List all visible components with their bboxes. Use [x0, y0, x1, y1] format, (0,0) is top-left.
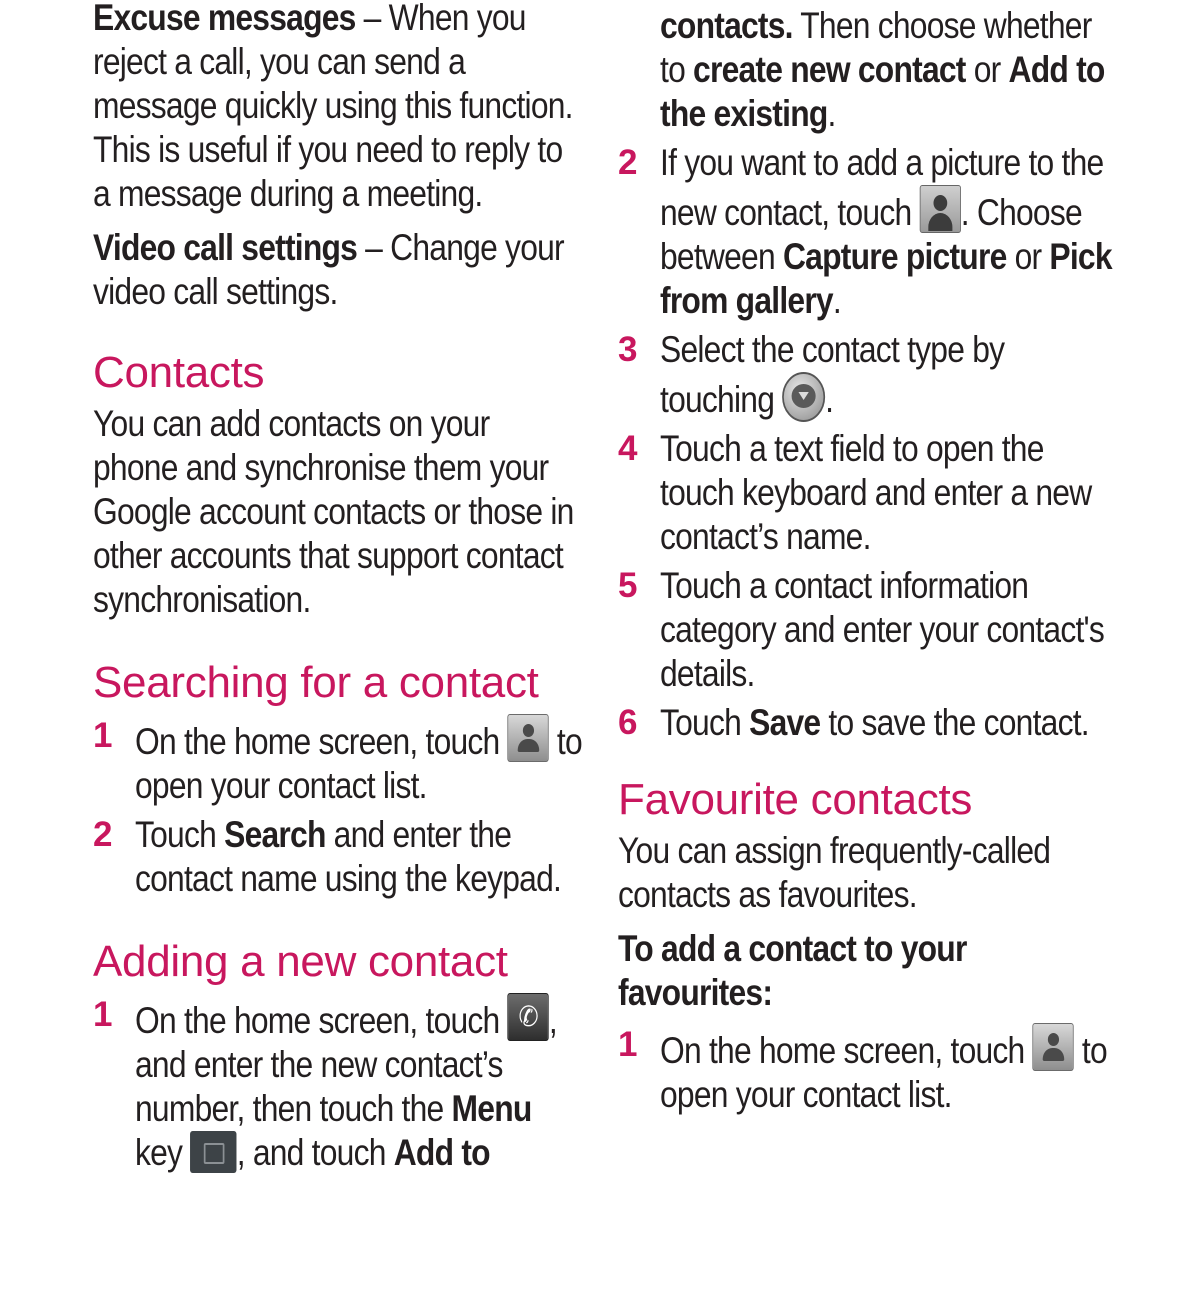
add-step-2 — [618, 141, 1118, 323]
step-text-a: If you want to add a picture to the new contact, touch — [660, 142, 1104, 233]
step-text-a: Select the contact type by touching — [660, 329, 1005, 420]
step-number: 4 — [618, 429, 638, 468]
search-label: Search — [224, 814, 326, 855]
add-to-label: Add to — [393, 1132, 490, 1173]
step-text-c: or — [1006, 236, 1050, 277]
step-text — [135, 993, 582, 1175]
to-add-heading: To add a contact to your favourites: — [618, 928, 967, 1013]
step-text-a: Then choose whether to — [660, 5, 1092, 90]
step-text: Touch a text field to open the touch keyboard and enter a new contact’s name. — [660, 428, 1092, 557]
step-text-b: . Choose between — [660, 192, 1082, 277]
step-number: 2 — [618, 143, 638, 182]
step-text-b: or — [965, 49, 1009, 90]
contact-picture-icon[interactable] — [919, 185, 960, 233]
searching-heading: Searching for a contact — [93, 658, 539, 707]
pick-from-gallery-label: Pick from gallery — [660, 236, 1112, 321]
step-text-b: and enter the contact name using the keypad. — [135, 814, 562, 899]
step-text — [135, 714, 582, 808]
dropdown-icon[interactable] — [782, 372, 825, 422]
create-new-contact-label: create new contact — [693, 49, 966, 90]
contacts-paragraph: You can add contacts on your phone and synchronise them your Google account contacts or those in other accounts that support contact synchronisation. — [93, 403, 574, 620]
step-text — [135, 813, 582, 901]
step-text-a: Touch — [660, 702, 750, 743]
video-call-label: Video call settings — [93, 227, 358, 268]
step-text — [660, 701, 1117, 745]
step-text-c: . — [827, 93, 836, 134]
video-call-paragraph — [93, 226, 582, 314]
phone-icon[interactable]: ✆ — [508, 993, 549, 1041]
step-text-b: to open your contact list. — [135, 721, 582, 806]
step-number: 1 — [93, 716, 113, 755]
step-text-a: Touch — [135, 814, 225, 855]
add-step-3 — [618, 328, 1118, 422]
search-step-2 — [93, 813, 583, 901]
contacts-label: contacts. — [660, 5, 793, 46]
add-step-1 — [93, 993, 583, 1175]
step-number: 1 — [93, 995, 113, 1034]
left-column — [93, 0, 583, 1175]
add-step-4 — [618, 427, 1118, 559]
contacts-heading: Contacts — [93, 348, 265, 397]
search-step-1 — [93, 714, 583, 808]
add-step-6 — [618, 701, 1118, 745]
step-text — [660, 141, 1117, 323]
step-text-d: , and touch — [236, 1132, 394, 1173]
favourite-heading: Favourite contacts — [618, 775, 973, 824]
save-label: Save — [749, 702, 821, 743]
menu-key-icon[interactable] — [190, 1131, 236, 1173]
step-number: 5 — [618, 566, 638, 605]
step-text: Touch a contact information category and enter your contact's details. — [660, 565, 1104, 694]
fav-step-1 — [618, 1023, 1118, 1117]
step-number: 2 — [93, 815, 113, 854]
step-text-a: On the home screen, touch — [660, 1030, 1033, 1071]
step-text-b: , and enter the new contact’s number, then touch the — [135, 1000, 557, 1129]
step-text — [660, 328, 1117, 422]
step-text-b: . — [825, 379, 834, 420]
add-to-existing-label: Add to the existing — [660, 49, 1105, 134]
step-text-d: . — [832, 280, 841, 321]
favourite-paragraph: You can assign frequently-called contacts as favourites. — [618, 830, 1051, 915]
step-number: 6 — [618, 703, 638, 742]
add-step-1-continued — [618, 4, 1118, 136]
excuse-messages-paragraph — [93, 0, 582, 216]
video-call-text: – Change your video call settings. — [93, 227, 564, 312]
step-number: 3 — [618, 330, 638, 369]
step-text-b: to save the contact. — [820, 702, 1089, 743]
step-text-a: On the home screen, touch — [135, 721, 508, 762]
step-number: 1 — [618, 1025, 638, 1064]
excuse-messages-text: – When you reject a call, you can send a message quickly using this function. This is useful if you need to reply to a message during a meeting. — [93, 0, 573, 214]
step-text-a: On the home screen, touch — [135, 1000, 508, 1041]
add-step-5 — [618, 564, 1118, 696]
step-text — [660, 4, 1117, 136]
step-text-c: key — [135, 1132, 191, 1173]
menu-label: Menu — [451, 1088, 532, 1129]
contacts-icon[interactable] — [508, 714, 549, 762]
excuse-messages-label: Excuse messages — [93, 0, 356, 38]
adding-heading: Adding a new contact — [93, 937, 508, 986]
contacts-icon[interactable] — [1033, 1023, 1074, 1071]
right-column — [618, 0, 1118, 1117]
step-text — [660, 1023, 1117, 1117]
step-text-b: to open your contact list. — [660, 1030, 1107, 1115]
capture-picture-label: Capture picture — [782, 236, 1007, 277]
